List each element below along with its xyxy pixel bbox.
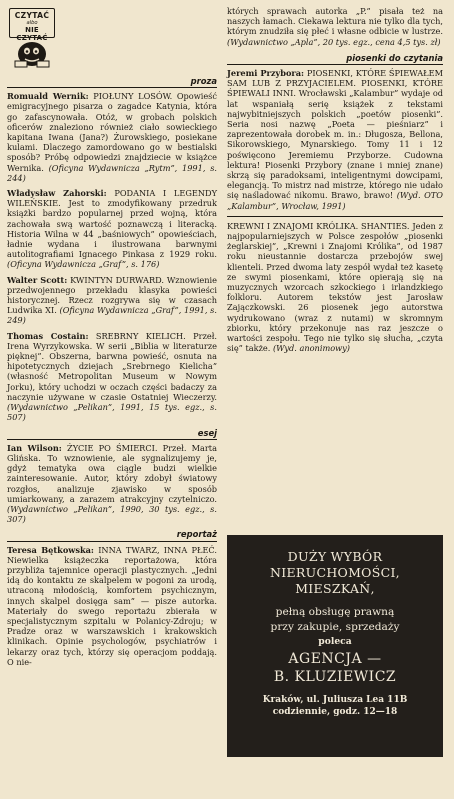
review-entry: [7, 443, 217, 525]
entry-author: Romuald Wernik:: [7, 91, 89, 102]
entry-title: SREBRNY KIELICH.: [95, 330, 186, 341]
entry-author: Jeremi Przybora:: [227, 68, 305, 79]
entry-body: Przeł. Irena Wyrzykowska. W serii „Biblia w literaturze pięknej”. Obszerna, barwna powieść, osnuta na hipotetycznych dziejach „Srebrnego Kielicha” (własność Metropolitan Museum w Nowym Jorku), który uchodzi w oczach części badaczy za naczynie używane w czasie Ostatniej Wieczerzy.: [7, 330, 217, 402]
entry-title: KREWNI I ZNAJOMI KRÓLIKA. SHANTIES.: [227, 220, 410, 231]
divider: [227, 216, 443, 217]
entry-author: Thomas Costain:: [7, 330, 89, 341]
entry-publication: (Oficyna Wydawnicza „Graf”, s. 176): [7, 259, 160, 270]
ad-text-2: przy zakupie, sprzedaży: [270, 621, 400, 633]
entry-author: Walter Scott:: [7, 274, 68, 285]
entry-body: Przeł. Marta Glińska. To wznowienie, ale sygnalizujemy je, gdyż tematyka owa ciągle budzi wielkie zainteresowanie. Autor, który zdobył światowy rozgłos, analizuje zjawisko w sposób umiarkowany, a zarazem atrakcyjny czytelniczo.: [7, 442, 217, 504]
logo-line-2: albo: [26, 20, 38, 26]
entry-author: Teresa Bętkowska:: [7, 544, 94, 555]
entry-body: Wrocławski „Kalambur” wydaje od lat wspaniałą serię książek z tekstami najwybitniejszych polskich „poetów piosenki”. Seria nosi nazwę „Poeta — pieśniarz” i zaprezentowała dorobek m. in.: Długosza, Bellona, Sikorowskiego, Mynarskiego. Tomy 11 i 12 poświęcono Jeremiemu Przyborze. Cudowna lektura! Piosenki Przybory (znane i mniej znane) skrzą się paradoksami, inteligentnymi dowcipami, elegancją. To mistrz nad mistrze, którego nie udało się naśladować nikomu. Brawo, brawo!: [227, 88, 443, 201]
entry-publication: (Wyd. OTO „Kalambur”, Wrocław, 1991): [227, 190, 443, 211]
ad-address: Kraków, ul. Juliusza Lea 11B: [262, 695, 408, 705]
review-entry: [7, 275, 217, 326]
ad-text-3: poleca: [318, 636, 352, 647]
logo-line-3: NIE CZYTAĆ: [16, 26, 48, 42]
entry-publication: (Wydawnictwo „Pelikan”, 1990, 30 tys. egz., s. 307): [7, 503, 217, 525]
entry-title: KWINTYN DURWARD.: [70, 274, 165, 285]
section-heading-proza: proza: [7, 76, 217, 88]
entry-publication: (Wydawnictwo „Pelikan”, 1991, 15 tys. egz., s. 507): [7, 402, 217, 423]
entry-publication: (Oficyna Wydawnicza „Rytm”, 1991, s. 244): [7, 162, 218, 183]
entry-body: Jeden z najpopularniejszych w Polsce zespołów „piosenki żeglarskiej”, „Krewni i Znajomi Królika”, od 1987 roku nieustannie dostarcza przebojów swej klienteli. Przed dwoma laty zespół wydał też kasetę ze swymi piosenkami, które opierają się na muzycznych wzorcach szkockiego i irlandzkiego folkloru. Autorem tekstów jest Jarosław Zajączkowski. 26 piosenek jego autorstwa wydrukowano (wraz z nutami) w skromnym zbiorku, który przekonuje nas raz jeszcze o wartości zespołu. Tego nie tylko się słucha, „czyta się” także.: [227, 220, 443, 354]
review-entry: [7, 188, 217, 270]
section-heading-piosenki: piosenki do czytania: [227, 53, 443, 65]
ad-headline-2: NIERUCHOMOŚCI,: [270, 565, 400, 580]
entry-body: Jest to zmodyfikowany przedruk książki bardzo popularnej przed wojną, która zachowała swą wartość poznawczą i literacką. Historia Wilna w 44 „baśniowych” opowieściach, ładnie wydana i ilustrowana barwnymi autolitografiami Ignacego Pinkasa z 1929 roku.: [7, 198, 217, 260]
entry-title: INNA TWARZ, INNA PŁEĆ.: [98, 544, 217, 555]
section-heading-reportaz: reportaż: [7, 529, 217, 541]
ad-agency-1: AGENCJA —: [288, 651, 382, 667]
review-entry: [227, 68, 443, 211]
section-heading-esej: esej: [7, 428, 217, 440]
entry-author: Władysław Zahorski:: [7, 188, 107, 199]
entry-body: Opowieść emigracyjnego pisarza o zagadce Katynia, która go zafascynowała. Otóż, w grobach polskich oficerów znaleziono również ciało sowieckiego kapitana Iwana (Jana?) Żurowskiego, posiekane kulami. Dlaczego zamordowano go w bestialski sposób? Próbę odpowiedzi znajdziecie w książce Wernika.: [7, 91, 217, 173]
ad-agency-2: B. KLUZIEWICZ: [273, 669, 397, 685]
review-entry: [7, 331, 217, 423]
entry-title: PIOŁUNY LOSÓW.: [93, 91, 173, 102]
entry-publication: (Wyd. anonimowy): [272, 343, 350, 354]
logo-line-1: CZYTAĆ: [14, 11, 50, 20]
entry-publication: (Oficyna Wydawnicza „Graf”, 1991, s. 249): [7, 305, 217, 326]
ad-text-1: pełną obsługę prawną: [275, 606, 395, 618]
entry-title: PIOSENKI, KTÓRE ŚPIEWAŁEM SAM LUB Z PRZYJACIELEM. PIOSENKI, KTÓRE ŚPIEWALI INNI.: [227, 68, 443, 99]
review-entry: [7, 91, 217, 183]
entry-body: Wznowienie przedwojennego przekładu klasyka powieści historycznej. Rzecz rozgrywa się w czasach Ludwika XI.: [7, 274, 217, 316]
ad-hours: codziennie, godz. 12—18: [272, 707, 398, 717]
entry-title: PODANIA I LEGENDY WILEŃSKIE.: [7, 188, 217, 209]
review-entry-continuation: [227, 6, 443, 47]
entry-title: ŻYCIE PO ŚMIERCI.: [67, 442, 158, 453]
review-entry: [7, 545, 217, 667]
entry-body: Niewielka książeczka reportażowa, która przybliża tajemnice operacji plastycznych. „Jedni idą do kontaktu ze skalpelem w pogoni za urodą, utraconą młodością, komfortem psychicznym, innych skalpel dosięga sam” — pisze autorka. Materiały do swego reportażu zbierała w specjalistycznym szpitalu w Polanicy-Zdroju; w Pradze oraz w warszawskich i krakowskich klinikach. Opinie psychologów, psychiatrów i lekarzy oraz tych, którzy się operacjom poddają. O nie-: [7, 554, 217, 667]
right-column: [227, 0, 443, 359]
real-estate-advertisement: [227, 535, 443, 757]
left-column: [7, 0, 217, 672]
entry-author: Ian Wilson:: [7, 442, 62, 453]
entry-body: których sprawach autorka „P.” pisała też na naszych łamach. Ciekawa lektura nie tylko dla tych, którym znudziła się płeć i własne odbicie w lustrze.: [227, 6, 443, 37]
ad-headline-1: DUŻY WYBÓR: [287, 549, 383, 564]
review-entry: [227, 221, 443, 354]
ad-headline-3: MIESZKAŃ,: [295, 581, 375, 596]
entry-publication: (Wydawnictwo „Apla”, 20 tys. egz., cena 4,5 tys. zł): [227, 36, 441, 47]
